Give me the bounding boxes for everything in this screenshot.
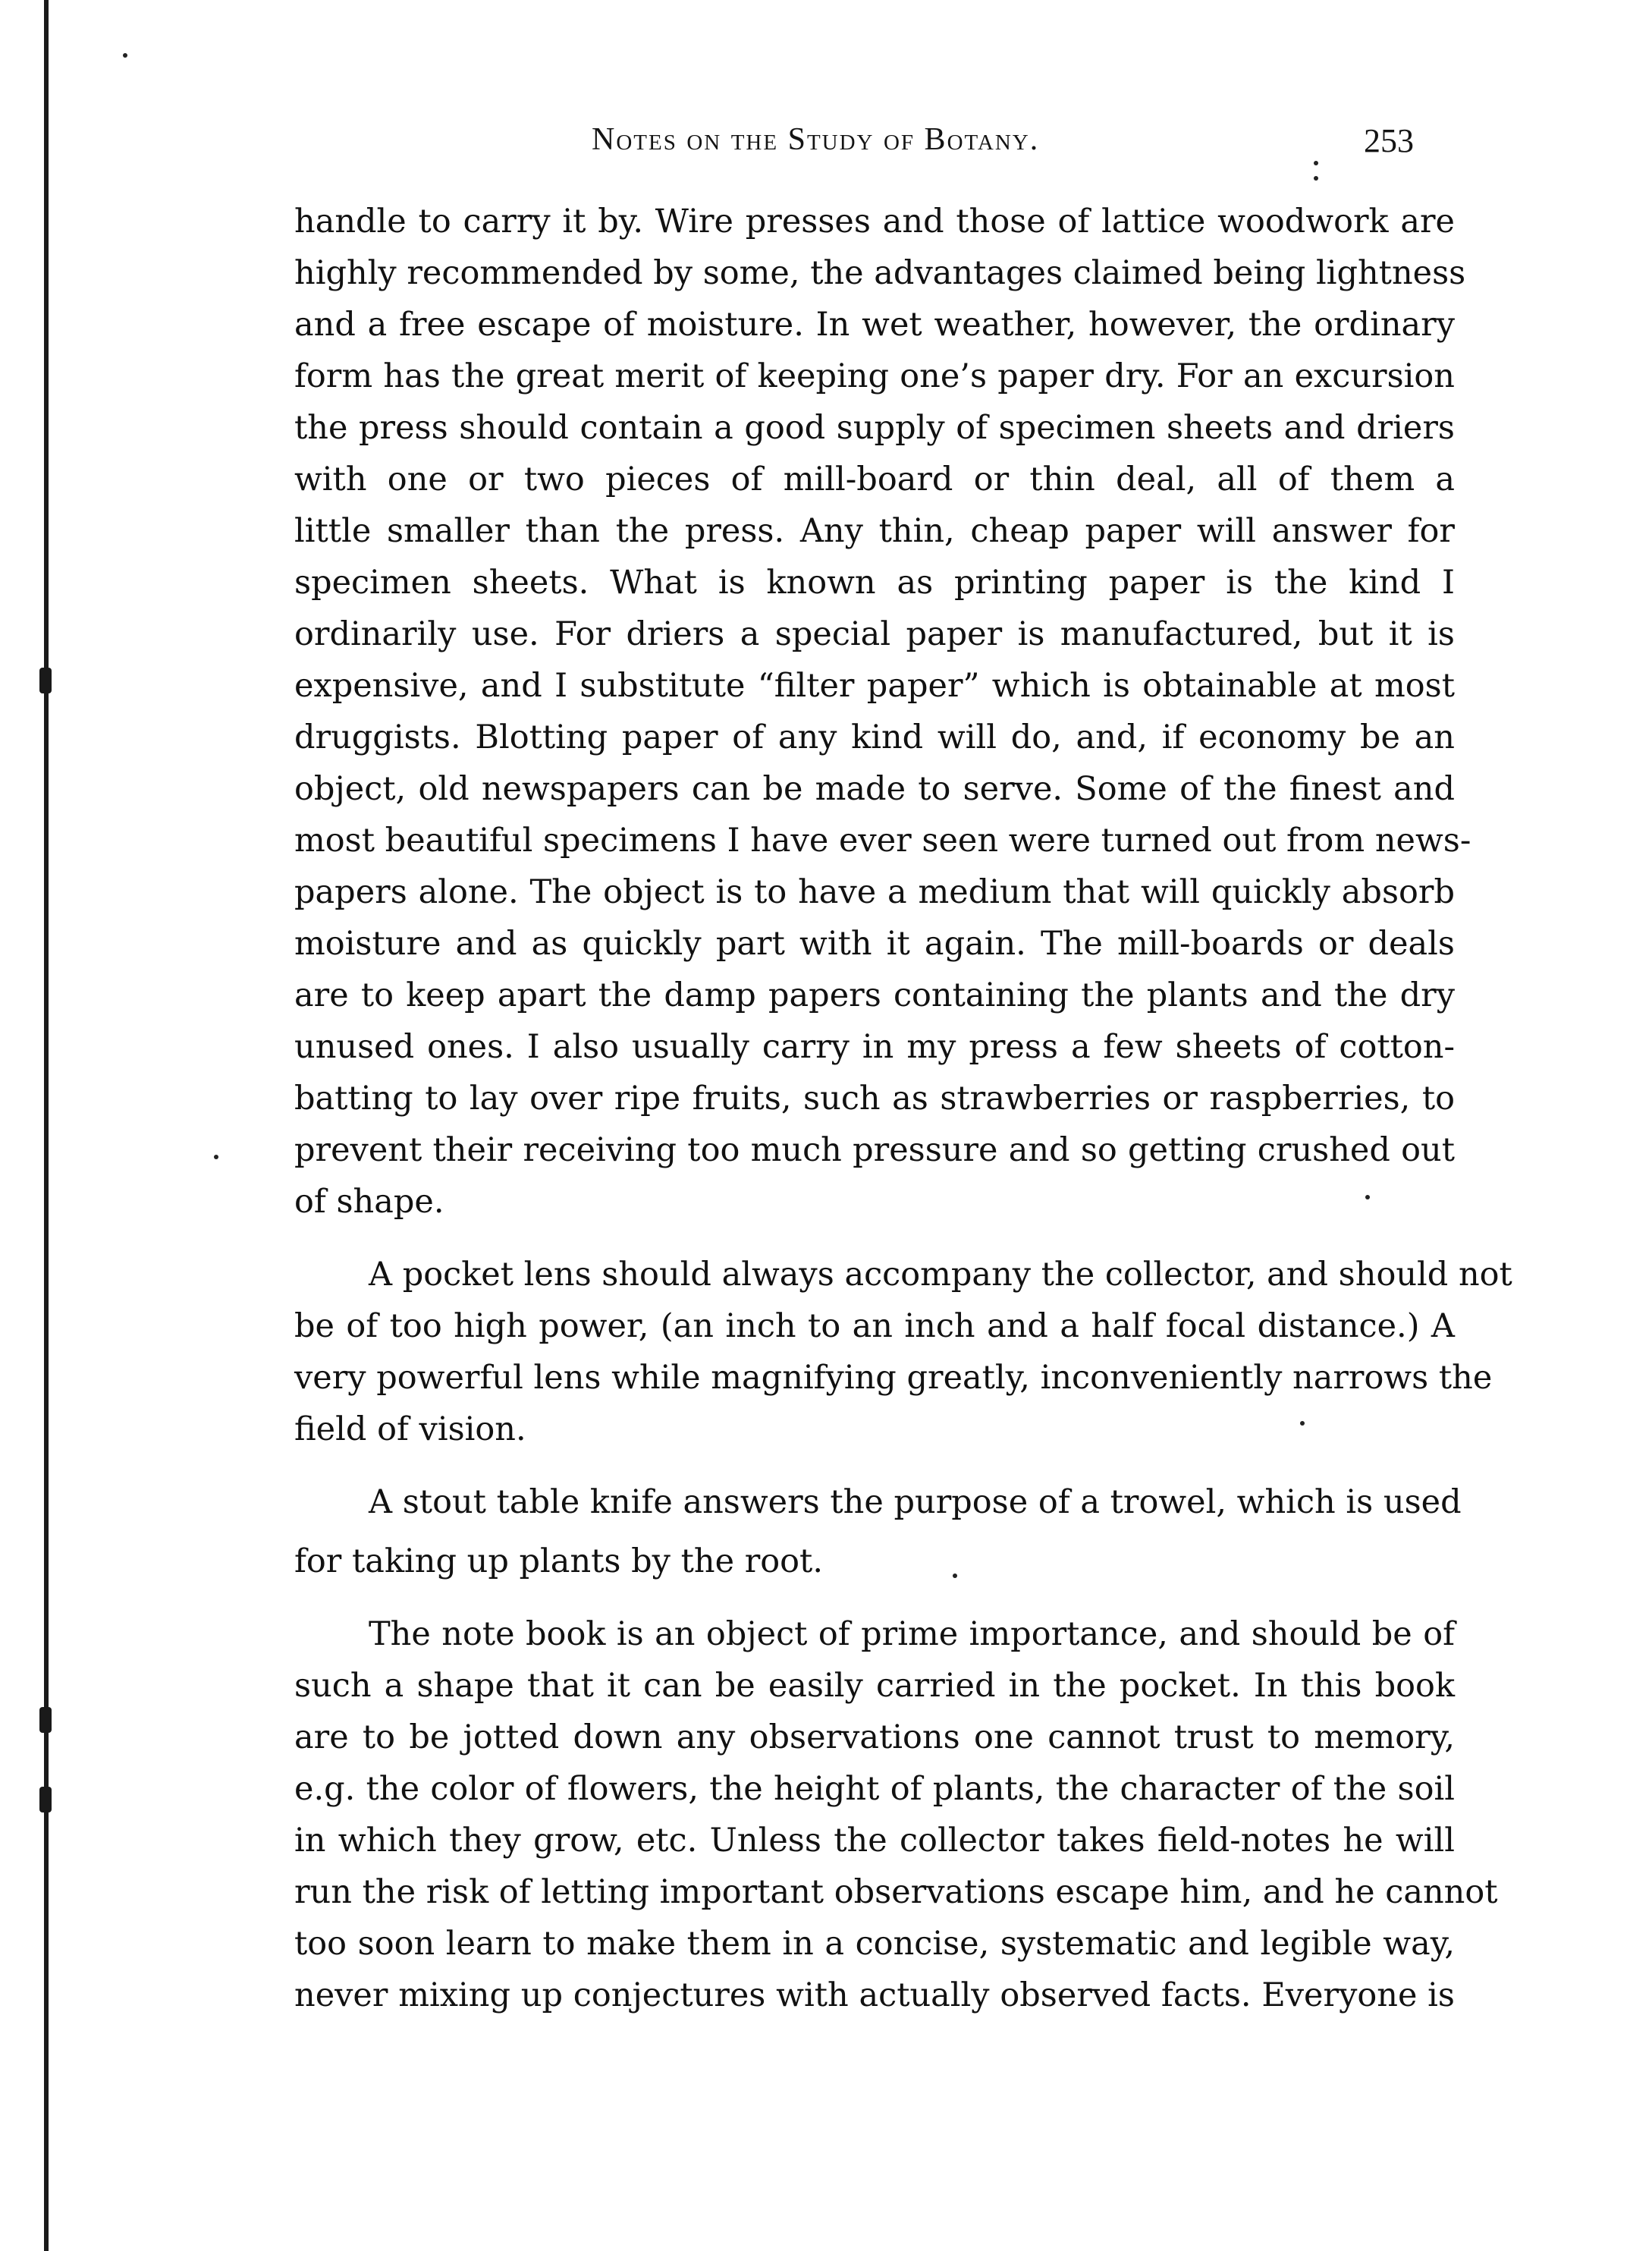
text-line: object, old newspapers can be made to serve. Some of the finest and: [294, 770, 1455, 808]
text-line: are to be jotted down any observations one cannot trust to memory,: [294, 1718, 1455, 1756]
text-line: for taking up plants by the root.: [294, 1542, 824, 1580]
text-line: and a free escape of moisture. In wet weather, however, the ordinary: [294, 306, 1455, 344]
running-head: Notes on the Study of Botany.: [592, 122, 1040, 157]
paragraph: [294, 1608, 1498, 2021]
text-line: expensive, and I substitute “filter paper” which is obtainable at most: [294, 667, 1455, 705]
text-line: specimen sheets. What is known as printing paper is the kind I: [294, 564, 1455, 602]
binding-mark: [39, 1787, 52, 1812]
scan-speck: [1314, 161, 1318, 165]
text-line: most beautiful specimens I have ever seen were turned out from news-: [294, 822, 1471, 860]
text-line: form has the great merit of keeping one’s paper dry. For an excursion: [294, 357, 1455, 395]
text-line: with one or two pieces of mill-board or thin deal, all of them a: [294, 461, 1455, 498]
text-line: druggists. Blotting paper of any kind will do, and, if economy be an: [294, 718, 1455, 756]
binding-edge: [44, 0, 49, 2251]
body-text: [294, 196, 1512, 2021]
text-line: little smaller than the press. Any thin, cheap paper will answer for: [294, 512, 1455, 550]
text-line: are to keep apart the damp papers containing the plants and the dry: [294, 976, 1455, 1014]
binding-mark: [39, 668, 52, 693]
text-line: The note book is an object of prime importance, and should be of: [369, 1615, 1455, 1653]
text-line: the press should contain a good supply of specimen sheets and driers: [294, 409, 1455, 447]
paragraph: [294, 1249, 1512, 1455]
text-line: moisture and as quickly part with it again. The mill-boards or deals: [294, 925, 1455, 963]
text-line: run the risk of letting important observations escape him, and he cannot: [294, 1873, 1498, 1911]
paragraph: [294, 1476, 1462, 1587]
text-line: field of vision.: [294, 1410, 526, 1448]
scan-speck: [123, 53, 127, 58]
text-line: ordinarily use. For driers a special paper is manufactured, but it is: [294, 615, 1455, 653]
text-line: A pocket lens should always accompany the collector, and should not: [369, 1256, 1512, 1294]
text-line: A stout table knife answers the purpose of a trowel, which is used: [369, 1483, 1462, 1521]
text-line: such a shape that it can be easily carried in the pocket. In this book: [294, 1667, 1455, 1705]
scan-speck: [214, 1155, 218, 1159]
text-line: e.g. the color of flowers, the height of plants, the character of the soil: [294, 1770, 1455, 1808]
text-line: very powerful lens while magnifying greatly, inconveniently narrows the: [294, 1359, 1493, 1397]
text-line: batting to lay over ripe fruits, such as strawberries or raspberries, to: [294, 1080, 1455, 1118]
text-line: never mixing up conjectures with actually observed facts. Everyone is: [294, 1976, 1455, 2014]
text-line: handle to carry it by. Wire presses and those of lattice woodwork are: [294, 203, 1455, 241]
text-line: prevent their receiving too much pressure and so getting crushed out: [294, 1131, 1455, 1169]
paragraph: [294, 196, 1471, 1228]
binding-mark: [39, 1707, 52, 1733]
text-line: unused ones. I also usually carry in my press a few sheets of cotton-: [294, 1028, 1455, 1066]
text-line: in which they grow, etc. Unless the collector takes field-notes he will: [294, 1822, 1455, 1860]
scan-speck: [1314, 176, 1318, 181]
text-line: too soon learn to make them in a concise, systematic and legible way,: [294, 1925, 1455, 1963]
page-number: 253: [1364, 122, 1414, 159]
text-line: papers alone. The object is to have a medium that will quickly absorb: [294, 873, 1455, 911]
text-line: of shape.: [294, 1183, 444, 1221]
text-line: highly recommended by some, the advantages claimed being lightness: [294, 254, 1466, 292]
text-line: be of too high power, (an inch to an inch and a half focal distance.) A: [294, 1307, 1455, 1345]
